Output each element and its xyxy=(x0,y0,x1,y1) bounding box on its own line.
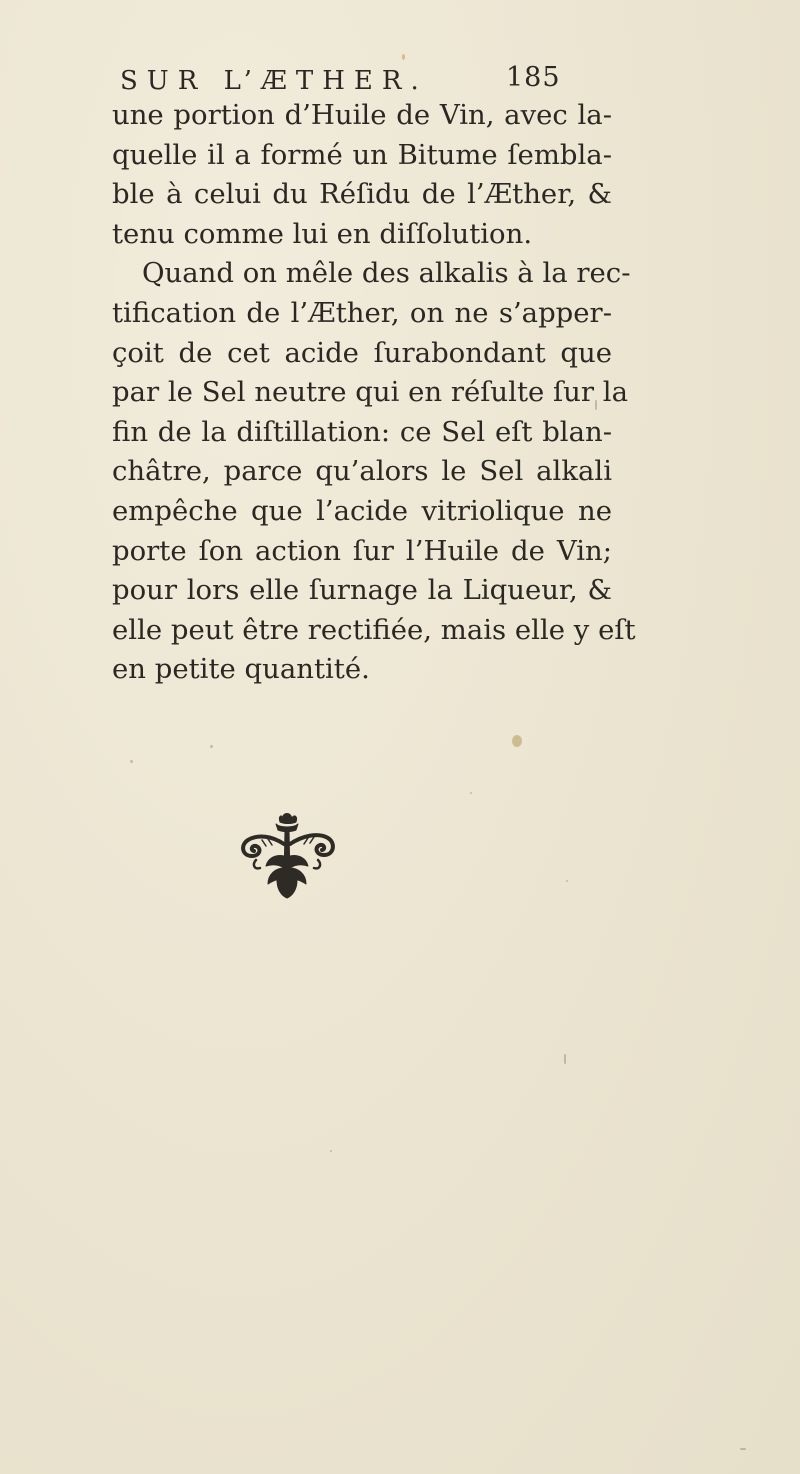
paper-speck xyxy=(470,792,472,794)
paper-speck xyxy=(210,745,213,748)
text-line: empêche que l’acide vitriolique ne xyxy=(112,494,612,527)
page-number: 185 xyxy=(506,62,561,93)
paper-speck xyxy=(402,54,405,60)
paper-speck xyxy=(566,880,568,882)
text-line: une portion d’Huile de Vin, avec la- xyxy=(112,99,612,131)
text-line: pour lors elle ſurnage la Liqueur, & xyxy=(112,574,612,607)
paper-speck xyxy=(130,760,133,763)
text-line: elle peut être rectifiée, mais elle y eſt xyxy=(112,613,636,646)
fleuron-ornament-icon xyxy=(232,810,344,902)
text-line: quelle il a formé un Bitume ſembla- xyxy=(112,138,612,171)
text-line: par le Sel neutre qui en réſulte ſur la xyxy=(112,376,628,409)
running-title: SUR L’ÆTHER. xyxy=(120,66,428,96)
text-line: fin de la diſtillation: ce Sel eſt blan- xyxy=(112,415,612,448)
paper-speck xyxy=(595,400,597,410)
text-line: çoit de cet acide ſurabondant que xyxy=(112,336,612,369)
paper-speck xyxy=(740,1448,746,1450)
paper-speck xyxy=(564,1054,566,1064)
paper-speck xyxy=(512,735,522,747)
text-line: en petite quantité. xyxy=(112,653,370,686)
text-line: ble à celui du Réſidu de l’Æther, & xyxy=(112,178,612,211)
text-line: châtre, parce qu’alors le Sel alkali xyxy=(112,455,612,488)
text-line: porte ſon action ſur l’Huile de Vin; xyxy=(112,534,612,567)
text-line: tenu comme lui en diſſolution. xyxy=(112,217,533,250)
body-text xyxy=(112,96,636,690)
paper-speck xyxy=(330,1150,332,1152)
text-line: tification de l’Æther, on ne s’apper- xyxy=(112,296,612,329)
paragraph-start-line: Quand on mêle des alkalis à la rec- xyxy=(142,257,631,290)
